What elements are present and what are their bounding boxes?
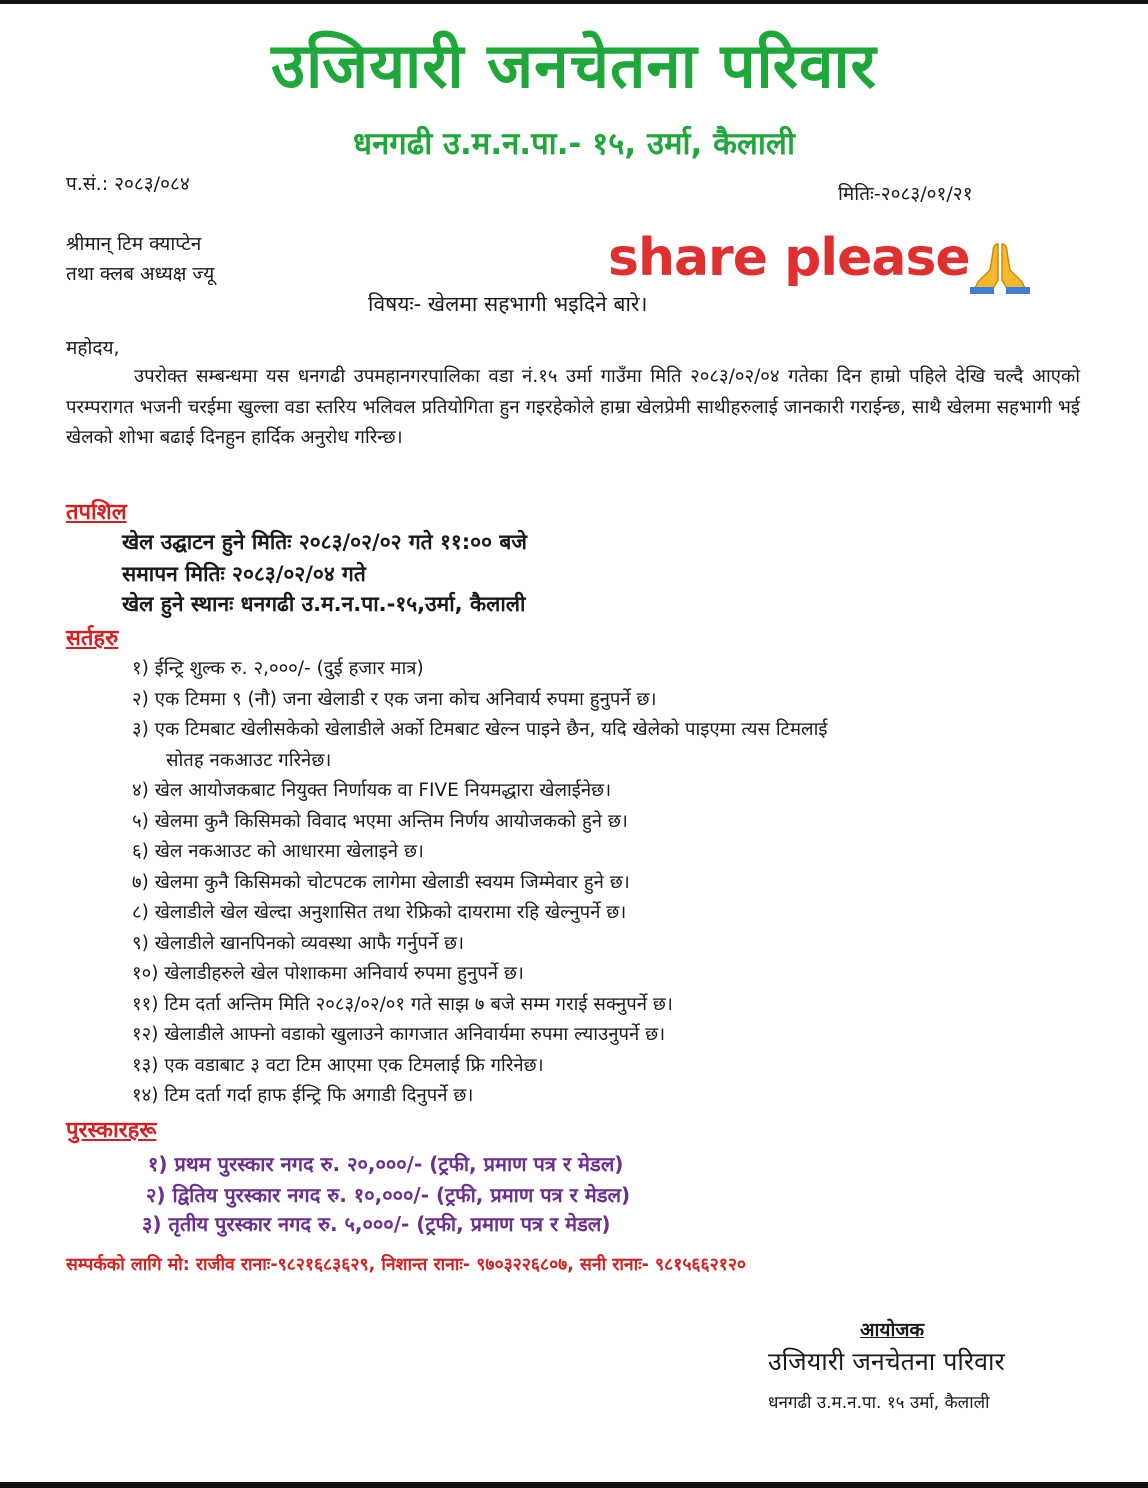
- condition-item: ५) खेलमा कुनै किसिमको विवाद भएमा अन्तिम निर्णय आयोजकको हुने छ।: [132, 810, 628, 832]
- condition-item: ८) खेलाडीले खेल खेल्दा अनुशासित तथा रेफ्रिको दायरामा रहि खेल्नुपर्ने छ।: [132, 902, 627, 923]
- condition-item: [132, 715, 1072, 776]
- org-subtitle: धनगढी उ.म.न.पा.- १५, उर्मा, कैलाली: [353, 126, 795, 162]
- conditions-heading: सर्तहरु: [66, 626, 119, 651]
- conditions-list: [132, 654, 1072, 1112]
- addressee-line-1: श्रीमान् टिम क्याप्टेन: [66, 233, 202, 255]
- condition-item: ११) टिम दर्ता अन्तिम मिति २०८३/०२/०१ गते साझ ७ बजे सम्म गराई सक्नुपर्ने छ।: [132, 993, 673, 1015]
- condition-item: १०) खेलाडीहरुले खेल पोशाकमा अनिवार्य रुपमा हुनुपर्ने छ।: [132, 963, 524, 984]
- condition-item: ७) खेलमा कुनै किसिमको चोटपटक लागेमा खेलाडी स्वयम जिम्मेवार हुने छ।: [132, 871, 630, 893]
- detail-venue: खेल हुने स्थानः धनगढी उ.म.न.पा.-१५,उर्मा, कैलाली: [122, 592, 526, 616]
- bottom-border: [0, 1482, 1148, 1488]
- share-please-text: share please: [608, 228, 970, 288]
- condition-item: १२) खेलाडीले आफ्नो वडाको खुलाउने कागजात अनिवार्यमा रुपमा ल्याउनुपर्ने छ।: [132, 1024, 666, 1045]
- condition-continuation: सोतह नकआउट गरिनेछ।: [166, 749, 332, 771]
- contact-numbers: सम्पर्कको लागि मो: राजीव रानाः-९८२१६८३६२९, निशान्त रानाः- ९७०३२२६८०७, सनी रानाः- ९८१५६६२१२०: [66, 1255, 747, 1275]
- prize-first: १) प्रथम पुरस्कार नगद रु. २०,०००/- (ट्रफी, प्रमाण पत्र र मेडल): [148, 1152, 624, 1176]
- condition-item: १३) एक वडाबाट ३ वटा टिम आएमा एक टिमलाई फ्रि गरिनेछ।: [132, 1054, 544, 1076]
- prize-third: ३) तृतीय पुरस्कार नगद रु. ५,०००/- (ट्रफी, प्रमाण पत्र र मेडल): [142, 1212, 611, 1236]
- detail-closing-date: समापन मितिः २०८३/०२/०४ गते: [122, 562, 366, 586]
- reference-number: प.सं.: २०८३/०८४: [66, 173, 190, 195]
- organizer-name: उजियारी जनचेतना परिवार: [768, 1347, 1005, 1376]
- organizer-label: आयोजक: [860, 1319, 925, 1341]
- prizes-heading: पुरस्कारहरू: [66, 1118, 157, 1143]
- prize-second: २) द्वितिय पुरस्कार नगद रु. १०,०००/- (ट्रफी, प्रमाण पत्र र मेडल): [146, 1183, 631, 1207]
- letter-subject: विषयः- खेलमा सहभागी भइदिने बारे।: [368, 292, 648, 316]
- condition-item: ६) खेल नकआउट को आधारमा खेलाइने छ।: [132, 841, 424, 862]
- details-heading: तपशिल: [66, 500, 127, 525]
- condition-item: २) एक टिममा ९ (नौ) जना खेलाडी र एक जना कोच अनिवार्य रुपमा हुनुपर्ने छ।: [132, 688, 657, 710]
- condition-item: ४) खेल आयोजकबाट नियुक्त निर्णायक वा FIVE नियमद्धारा खेलाईनेछ।: [132, 780, 612, 801]
- organizer-address: धनगढी उ.म.न.पा. १५ उर्मा, कैलाली: [768, 1393, 990, 1413]
- condition-item: १४) टिम दर्ता गर्दा हाफ ईन्ट्रि फि अगाडी दिनुपर्ने छ।: [132, 1085, 474, 1106]
- detail-opening-date: खेल उद्घाटन हुने मितिः २०८३/०२/०२ गते ११:०० बजे: [122, 530, 527, 554]
- addressee-line-2: तथा क्लब अध्यक्ष ज्यू: [66, 263, 215, 285]
- condition-item: १) ईन्ट्रि शुल्क रु. २,०००/- (दुई हजार मात्र): [132, 658, 424, 679]
- letter-date: मितिः-२०८३/०१/२१: [838, 183, 973, 205]
- salutation: महोदय,: [66, 337, 120, 359]
- condition-item: ९) खेलाडीले खानपिनको व्यवस्था आफै गर्नुपर्ने छ।: [132, 932, 464, 954]
- top-border: [0, 0, 1148, 4]
- praying-hands-icon: [962, 240, 1038, 294]
- condition-text: ३) एक टिमबाट खेलीसकेको खेलाडीले अर्को टिमबाट खेल्न पाइने छैन, यदि खेलेको पाइएमा त्यस टिमलाई: [132, 719, 828, 740]
- org-title: उजियारी जनचेतना परिवार: [271, 29, 877, 102]
- letter-body: उपरोक्त सम्बन्धमा यस धनगढी उपमहानगरपालिका वडा नं.१५ उर्मा गाउँमा मिति २०८३/०२/०४ गतेका दिन हाम्रो पहिले देखि चल्दै आएको परम्परागत भजनी चरईमा खुल्ला वडा स्तरिय भलिवल प्रतियोगिता हुन गइरहेकोले हाम्रा खेलप्रेमी साथीहरुलाई जानकारी गराईन्छ, साथै खेलमा सहभागी भई खेलको शोभा बढाई दिनहुन हार्दिक अनुरोध गरिन्छ।: [66, 366, 1080, 448]
